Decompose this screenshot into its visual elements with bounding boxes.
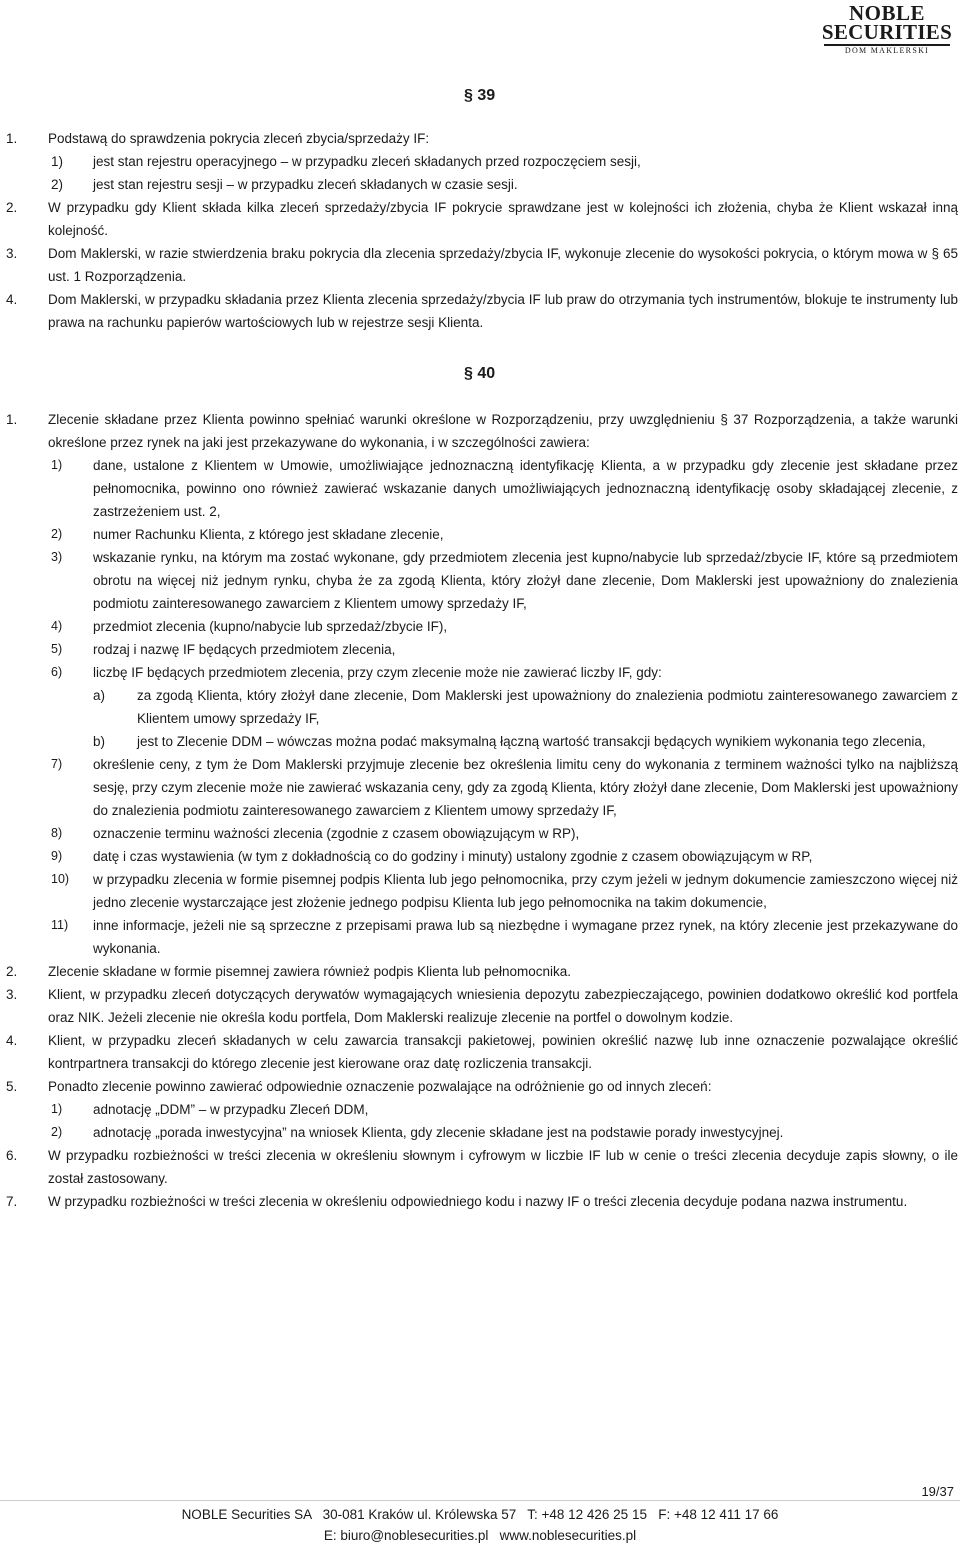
footer-divider: [0, 1500, 960, 1501]
sub-item-number: 11): [51, 918, 69, 932]
sub-item: [48, 615, 958, 638]
paragraph: [0, 1029, 958, 1075]
paragraph-text: Dom Maklerski, w razie stwierdzenia braku pokrycia dla zlecenia sprzedaży/zbycia IF, wykonuje zlecenie do wysokości pokrycia, o którym mowa w § 65 ust. 1 Rozporządzenia.: [48, 246, 958, 284]
sub-item-number: 1): [51, 1102, 63, 1116]
sub-item: [48, 822, 958, 845]
paragraph: [0, 1190, 958, 1213]
paragraph-number: 2.: [6, 200, 18, 215]
sub-sub-item-letter: a): [93, 688, 106, 703]
sub-item: [48, 868, 958, 914]
paragraph: [0, 242, 958, 288]
sub-item-number: 2): [51, 177, 64, 192]
sub-item-text: wskazanie rynku, na którym ma zostać wykonane, gdy przedmiotem zlecenia jest kupno/nabycie lub sprzedaż/zbycie IF, które są przedmiotem obrotu na więcej niż jednym rynku, chyba że za zgodą Klienta, który złożył dane zlecenie, Dom Maklerski jest upoważniony do znalezienia podmiotu zainteresowanego zawarciem z Klientem umowy sprzedaży IF,: [93, 550, 958, 611]
sub-item-number: 1): [51, 154, 64, 169]
sub-item-number: 2): [51, 527, 63, 541]
sub-item-text: jest stan rejestru sesji – w przypadku zleceń składanych w czasie sesji.: [93, 177, 518, 192]
sub-item-number: 8): [51, 826, 63, 840]
sub-item-text: numer Rachunku Klienta, z którego jest składane zlecenie,: [93, 527, 444, 542]
sub-item-text: dane, ustalone z Klientem w Umowie, umożliwiające jednoznaczną identyfikację Klienta, a w przypadku gdy zlecenie jest składane przez pełnomocnika, powinno ono również zawierać wskazanie danych umożliwiających jednoznaczną identyfikację osoby składającej zlecenie, z zastrzeżeniem ust. 2,: [93, 458, 958, 519]
paragraph: [0, 983, 958, 1029]
sub-item: [48, 546, 958, 615]
logo-line-2: SECURITIES: [821, 20, 953, 44]
paragraph: [0, 1144, 958, 1190]
sub-item: [48, 753, 958, 822]
footer-contact: E: biuro@noblesecurities.pl www.noblesecurities.pl: [323, 1528, 637, 1543]
paragraph-text: W przypadku gdy Klient składa kilka zleceń sprzedaży/zbycia IF pokrycie sprawdzane jest w kolejności ich złożenia, chyba że Klient wskazał inną kolejność.: [48, 200, 958, 238]
section-40-heading: § 40: [464, 365, 496, 382]
section-39-heading: § 39: [464, 87, 496, 104]
paragraph-number: 1.: [6, 131, 18, 146]
page-number: 19/37: [921, 1484, 954, 1499]
sub-item-text: przedmiot zlecenia (kupno/nabycie lub sprzedaż/zbycie IF),: [93, 619, 448, 634]
sub-item-number: 4): [51, 619, 63, 633]
paragraph-number: 4.: [6, 292, 18, 307]
paragraph-number: 2.: [6, 964, 18, 979]
paragraph: [0, 127, 958, 150]
sub-item-text: adnotację „porada inwestycyjna” na wniosek Klienta, gdy zlecenie składane jest na podstawie porady inwestycyjnej.: [93, 1125, 784, 1140]
sub-item-number: 3): [51, 550, 63, 564]
sub-item-number: 10): [51, 872, 70, 886]
sub-item: [48, 150, 958, 173]
paragraph: [0, 960, 958, 983]
sub-item-number: 9): [51, 849, 63, 863]
paragraph: [0, 408, 958, 454]
paragraph-number: 3.: [6, 987, 18, 1002]
paragraph: [0, 288, 958, 334]
sub-sub-item: [93, 730, 958, 753]
paragraph-number: 6.: [6, 1148, 18, 1163]
sub-item: [48, 1121, 958, 1144]
sub-sub-item-text: za zgodą Klienta, który złożył dane zlecenie, Dom Maklerski jest upoważniony do znalezienia podmiotu zainteresowanego zawarciem z Klientem umowy sprzedaży IF,: [137, 688, 958, 726]
footer-address: NOBLE Securities SA 30-081 Kraków ul. Królewska 57 T: +48 12 426 25 15 F: +48 12 411 17 66: [181, 1507, 779, 1522]
sub-item: [48, 845, 958, 868]
paragraph-text: Podstawą do sprawdzenia pokrycia zleceń zbycia/sprzedaży IF:: [48, 131, 430, 146]
sub-item-text: inne informacje, jeżeli nie są sprzeczne z przepisami prawa lub są niezbędne i wymagane przez rynek, na który zlecenie jest przekazywane do wykonania.: [93, 918, 958, 956]
sub-item-number: 7): [51, 757, 63, 771]
paragraph-text: Dom Maklerski, w przypadku składania przez Klienta zlecenia sprzedaży/zbycia IF lub praw do otrzymania tych instrumentów, blokuje te instrumenty lub prawa na rachunku papierów wartościowych lub w rejestrze sesji Klienta.: [48, 292, 958, 330]
sub-sub-item-text: jest to Zlecenie DDM – wówczas można podać maksymalną łączną wartość transakcji będących wynikiem wykonania tego zlecenia,: [137, 734, 926, 749]
paragraph-text: Klient, w przypadku zleceń składanych w celu zawarcia transakcji pakietowej, powinien określić nazwę lub inne oznaczenie pozwalające określić kontrpartnera transakcji do którego zlecenie jest kierowane oraz datę rozliczenia transakcji.: [48, 1033, 958, 1071]
sub-item-number: 5): [51, 642, 63, 656]
paragraph-number: 4.: [6, 1033, 18, 1048]
paragraph-text: W przypadku rozbieżności w treści zlecenia w określeniu odpowiedniego kodu i nazwy IF o treści zlecenia decyduje podana nazwa instrumentu.: [48, 1194, 908, 1209]
paragraph-number: 7.: [6, 1194, 18, 1209]
page-footer: [0, 1504, 960, 1546]
paragraph: [0, 1075, 958, 1098]
sub-item: [48, 173, 958, 196]
sub-item: [48, 454, 958, 523]
sub-item-text: datę i czas wystawienia (w tym z dokładnością co do godziny i minuty) ustalony zgodnie z czasem obowiązującym w RP,: [93, 849, 813, 864]
sub-item-text: adnotację „DDM” – w przypadku Zleceń DDM,: [93, 1102, 369, 1117]
sub-item: [48, 914, 958, 960]
sub-item-number: 6): [51, 665, 63, 679]
paragraph-text: Klient, w przypadku zleceń dotyczących derywatów wymagających wniesienia depozytu zabezpieczającego, powinien dodatkowo określić kod portfela oraz NIK. Jeżeli zlecenie nie określa kodu portfela, Dom Maklerski realizuje zlecenie na portfel o dowolnym kodzie.: [48, 987, 958, 1025]
paragraph-text: Zlecenie składane w formie pisemnej zawiera również podpis Klienta lub pełnomocnika.: [48, 964, 572, 979]
section-39-body: [0, 127, 958, 334]
paragraph-number: 3.: [6, 246, 18, 261]
sub-item: [48, 638, 958, 661]
paragraph: [0, 196, 958, 242]
sub-item-text: w przypadku zlecenia w formie pisemnej podpis Klienta lub jego pełnomocnika, przy czym jeżeli w jednym dokumencie zamieszczono więcej niż jedno zlecenie wystarczające jest złożenie jednego podpisu Klienta lub jego pełnomocnika na takim dokumencie,: [93, 872, 958, 910]
sub-item-text: oznaczenie terminu ważności zlecenia (zgodnie z czasem obowiązującym w RP),: [93, 826, 580, 841]
section-40-body: [0, 408, 958, 1213]
paragraph-text: Ponadto zlecenie powinno zawierać odpowiednie oznaczenie pozwalające na odróżnienie go od innych zleceń:: [48, 1079, 712, 1094]
paragraph-text: W przypadku rozbieżności w treści zlecenia w określeniu słownym i cyfrowym w liczbie IF lub w cenie o treści zlecenia decyduje zapis słowny, o ile został zastosowany.: [48, 1148, 958, 1186]
sub-sub-item-letter: b): [93, 734, 106, 749]
sub-item-number: 2): [51, 1125, 63, 1139]
logo-line-1: NOBLE: [848, 1, 926, 25]
logo-line-3: DOM MAKLERSKI: [844, 46, 930, 55]
paragraph-text: Zlecenie składane przez Klienta powinno spełniać warunki określone w Rozporządzeniu, przy uwzględnieniu § 37 Rozporządzenia, a także warunki określone przez rynek na jaki jest przekazywane do wykonania, i w szczególności zawiera:: [48, 412, 958, 450]
sub-item-number: 1): [51, 458, 63, 472]
sub-item: [48, 523, 958, 546]
paragraph-number: 5.: [6, 1079, 18, 1094]
company-logo: [818, 1, 956, 56]
sub-sub-item: [93, 684, 958, 730]
paragraph-number: 1.: [6, 412, 18, 427]
sub-item-text: jest stan rejestru operacyjnego – w przypadku zleceń składanych przed rozpoczęciem sesji,: [93, 154, 641, 169]
sub-item: [48, 1098, 958, 1121]
sub-item-text: określenie ceny, z tym że Dom Maklerski przyjmuje zlecenie bez określenia limitu ceny do wykonania z terminem ważności tylko na najbliższą sesję, przy czym zlecenie może nie zawierać wskazania ceny, gdy za zgodą Klienta, który złożył dane zlecenie, Dom Maklerski jest upoważniony do znalezienia podmiotu zainteresowanego zawarciem z Klientem umowy sprzedaży IF,: [93, 757, 958, 818]
sub-item-text: rodzaj i nazwę IF będących przedmiotem zlecenia,: [93, 642, 396, 657]
sub-item: [48, 661, 958, 684]
sub-item-text: liczbę IF będących przedmiotem zlecenia, przy czym zlecenie może nie zawierać liczby IF, gdy:: [93, 665, 662, 680]
